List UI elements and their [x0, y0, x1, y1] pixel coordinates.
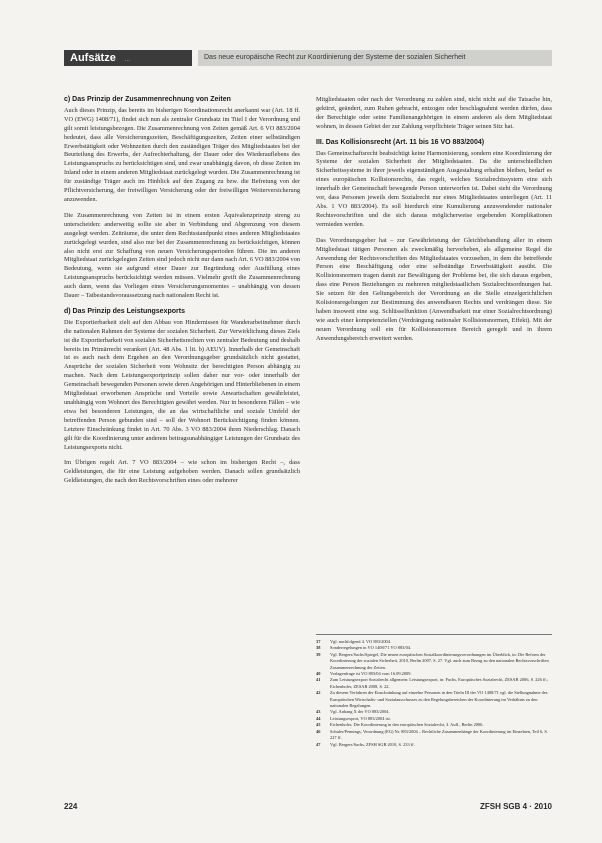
paragraph: Die Exportierbarkeit zielt auf den Abbau von Hindernissen für Wanderarbeitnehmer durch die nationalen Rahmen der Systeme der sozialen Sicherheit. Zur Verwirklichung dieses Ziels ist die Exportierbarkeit von sozialen Sicherheitsrechten von zentraler Bedeutung und deshalb bereits im Primärrecht verankert (Art. 48 Abs. 1 lit. b) AEUV). Innerhalb der Gemeinschaft ist es auch nach dem Ergehen an den Verordnungsgeber grundsätzlich nicht gestattet, Ansprüche der sozialen Sicherheit vom Wohnsitz der berechtigten Person abhängig zu machen. Nach dem Leistungsexportprinzip sollen daher nur vor- oder innerhalb der Gemeinschaft bewegenden Personen sowie deren Angehörigen und Hinterbliebenen in einem Mitgliedstaat erworbenen Ansprüche und Vorteile sowie Anwartschaften gewährleistet, unabhängig vom Wohnort des Berechtigten gewährt werden. Nur in besonderen Fällen – wie etwa bei besonderen Leistungen, die an das wirtschaftliche und soziale Umfeld der betreffenden Person gebunden sind – soll der Wohnort Berücksichtigung finden können. Letztere Einschränkung findet in Art. 70 Abs. 3 VO 883/2004 ihren Niederschlag. Danach gilt für die Koordinierung unter anderem beitragsunabhängiger Leistungen der Grundsatz des Leistungsexports nicht. — [64, 318, 300, 451]
footnote — [316, 690, 552, 709]
footnote-number: 41 — [316, 677, 321, 683]
section-name: Aufsätze — [70, 52, 116, 64]
page-number: 224 — [64, 802, 78, 811]
footnote-number: 40 — [316, 671, 321, 677]
footnote-text: Vgl. Anhang X der VO 883/2004. — [330, 709, 390, 715]
footnote-text: Vgl. Bergers/Sachs, ZFSH SGB 2010, S. 233 ff. — [330, 741, 415, 747]
footnote-number: 39 — [316, 651, 321, 657]
footnote — [316, 652, 552, 671]
footnote-text: Eichenhofer, Die Koordinierung in den europäischen Sozialrecht, 3. Aufl., Berlin 2006. — [330, 722, 484, 728]
left-column — [64, 96, 300, 493]
footnote-number: 47 — [316, 741, 321, 747]
section-label — [64, 50, 192, 66]
footnote-number: 46 — [316, 728, 321, 734]
paragraph: Die Zusammenrechnung von Zeiten ist in einem ersten Äquivalenzprinzip streng zu unterscheiden: anderweitig sollte sie aber in Verbindung und Abgrenzung von diesem ausgelegt werden. Zeiträume, die unter dem Rechtsstandpunkt eines anderen Mitgliedstaates zurückgelegt wurden, sind also nur bei der Zusammenrechnung zu berücksichtigen, können also nicht erst zur Schaffung von neuen Versicherungsperioden führen. Die im anderen Mitgliedstaat zurückgelegten Zeiten sind jedoch nicht nur dann nach Art. 6 VO 883/2004 von Bedeutung, wenn sie aufgrund einer Dauer zur Begründung oder Ausfüllung eines Leistungsanspruchs berücksichtigt werden müssen. Vielmehr greift die Zusammenrechnung auch dann, wenn das Vorliegen eines Versicherungsmomentes – unabhängig von dessen Dauer – Tatbestandsvoraussetzung nach nationalem Recht ist. — [64, 211, 300, 300]
section-heading: III. Das Kollisionsrecht (Art. 11 bis 16 VO 883/2004) — [316, 138, 485, 146]
page-header — [64, 50, 552, 66]
footnote-number: 43 — [316, 709, 321, 715]
footnote-text: Schuler/Pennings, Verordnung (EG) Nr. 883/2004 – Rechtliche Zusammenhänge der Koordinierung im Einzelnen, Teil 6, S. 227 ff. — [330, 728, 548, 741]
footnote-number: 45 — [316, 722, 321, 728]
journal-reference: ZFSH SGB 4 · 2010 — [479, 802, 552, 811]
footnote-number: 37 — [316, 639, 321, 644]
footnote-text: Sonderregelungen in VO 1408/71 VO 883/04. — [330, 645, 412, 651]
footnote — [316, 729, 552, 742]
footnote-text: Zum Leistungsexport Sozialrecht allgemein: Leistungsexport, in: Fuchs, Europäisches Sozialrecht, ZESAR 2006, S. 226 ff.; Eichenhofer, ZESAR 2008, S. 22. — [330, 677, 549, 689]
footnote-text: Zu diesem Verfahren der Einschränkung auf einzelne Personen in den Titeln III der VO 1408/71 vgl. die Stellungnahme des Europäischen Wirtschafts- und Sozialausschusses zu den Regelungsbereichen der Koordinierung im Verhältnis zu den nationalen Regelungen. — [330, 690, 548, 709]
footnotes — [316, 634, 552, 748]
footnote-text: Vgl. Bergers/Sachs/Spiegel, Die neuen europäischen Sozialkoordinierungsverordnungen im Überblick, in: Die Reform der Koordinierung der sozialen Sicherheit, 2010, Berlin 2007, S. 27. Vgl. auch zum Bezug zu den nationalen Rechtsvorschriften Zusammenrechnung der Zeiten. — [330, 651, 549, 670]
section-heading: c) Das Prinzip der Zusammenrechnung von Zeiten — [64, 96, 231, 103]
footnote-number: 42 — [316, 690, 321, 696]
footnote-text: Leistungsexport, VO 883/2004 ist. — [330, 715, 391, 721]
paragraph: Mitgliedstaaten oder nach der Verordnung zu zahlen sind, nicht nicht auf die Tatsache hin, gekürzt, geändert, zum Ruhen gebracht, entzogen oder beschlagnahmt werden dürfen, dass der Berechtigte oder seine Familienangehörigen in einem anderen als dem Mitgliedstaat wohnen, in dessen Gebiet der zur Zahlung verpflichtete Träger seinen Sitz hat. — [316, 96, 552, 130]
footnote-number: 44 — [316, 715, 321, 721]
page-footer — [64, 802, 552, 814]
author-name: ... — [124, 57, 130, 63]
paragraph: Das Verordnungsgeber hat – zur Gewährleistung der Gleichbehandlung aller in einem Mitgliedstaat tätigen Personen als zweckmäßig hervorheben, als allgemeine Regel die Anwendung der Rechtsvorschriften des Mitgliedstaates vorzusehen, in dem die betreffende Person eine Beschäftigung oder eine selbständige Erwerbstätigkeit ausübt. Die Kollisionsnormen tragen damit zur Bewältigung der Probleme bei, die sich daraus ergeben, dass eine Person Beziehungen zu mehreren mitgliedstaatlichen Sozialrechtsordnungen hat. Sie setzen für den Geltungsbereich der Verordnung an die Stelle einzelgerichtlichen Kolisionsregelungen zur Bestimmung des anwendbaren Rechts und verdrängen diese. Sie haben insoweit eine sog. Schlüsselfunktion (Anwendbarkeit nur einer Sozialrechtsordnung) wie auch einer kompetenziellen (Verdrängung nationaler Kollisionsnormen, Effekt). Mit der neuen Verordnung soll ein für Kollisionsnormen Bereich geregelt und in ihrem Anwendungsbereich erweitert werden. — [316, 236, 552, 342]
footnote-text: Vorlagenfrage ist VO 883/04 vom 16.09.2009. — [330, 671, 412, 677]
footnote — [316, 677, 552, 690]
footnote-number: 38 — [316, 645, 321, 651]
paragraph: Auch dieses Prinzip, das bereits im bisherigen Koordinationsrecht anerkannt war (Art. 18 ff. VO (EWG) 1408/71), findet sich nun als zentraler Grundsatz im Titel I der Verordnung und gilt somit leistungsbezogen. Die Zusammenrechnung von Zeiten gemäß Art. 6 VO 883/2004 bedeutet, dass alle Versicherungszeiten, Beschäftigungszeiten, Zeiten einer selbständigen Erwerbstätigkeit oder Wohnzeiten durch den zuständigen Träger des Mitgliedstaates bei der Beurteilung des Erwerbs, der Aufrechterhaltung, der Dauer oder des Wiederauflebens des Leistungsanspruchs zu berücksichtigen sind, und zwar unabhängig davon, ob diese Zeiten im Inland oder in einem anderen Mitgliedstaat zurückgelegt wurden. Die Zusammenrechnung ist für zuständige Träger auch im Hinblick auf den Zugang zu bzw. die Befreiung von der Pflichtversicherung, der freiwilligen Versicherung oder der freiwilligen Weiterversicherung anzuwenden. — [64, 106, 300, 203]
paragraph: Im Übrigen regelt Art. 7 VO 883/2004 – wie schon im bisherigen Recht –, dass Geldleistungen, die für eine Leistung aufgehoben werden. Danach sollen grundsätzlich Geldleistungen, die nach den Rechtsvorschriften eines oder mehrerer — [64, 459, 300, 485]
right-column — [316, 96, 552, 351]
section-heading: d) Das Prinzip des Leistungsexports — [64, 307, 185, 315]
running-title: Das neue europäische Recht zur Koordinierung der Systeme der sozialen Sicherheit — [198, 50, 552, 66]
footnote-text: Vgl. nachfolgend 4. VO 883/2004. — [330, 639, 392, 644]
paragraph: Das Gemeinschaftsrecht beabsichtigt keine Harmonisierung, sondern eine Koordinierung der Systeme der sozialen Sicherheit der Mitgliedstaaten. Da die unterschiedlichen Sicherheitssysteme in ihrer jeweils eigenständigen Ausgestaltung erhalten bleiben, bedarf es eines europäischen Kollisionsrechts, das regelt, welches Sozialrechtssystem eine sich innerhalb der Gemeinschaft bewegende Person unterworfen ist. Dabei sieht die Verordnung vor, dass Personen jeweils dem Sozialrecht nur eines Mitgliedstaates unterliegen (Art. 11 Abs. 1 VO 883/2004). Es soll hierdurch eine Kumulierung anzuwendender nationaler Rechtsvorschriften und die sich daraus möglicherweise ergebenden Komplikationen vermieden werden. — [316, 149, 552, 228]
footnote — [316, 742, 552, 748]
